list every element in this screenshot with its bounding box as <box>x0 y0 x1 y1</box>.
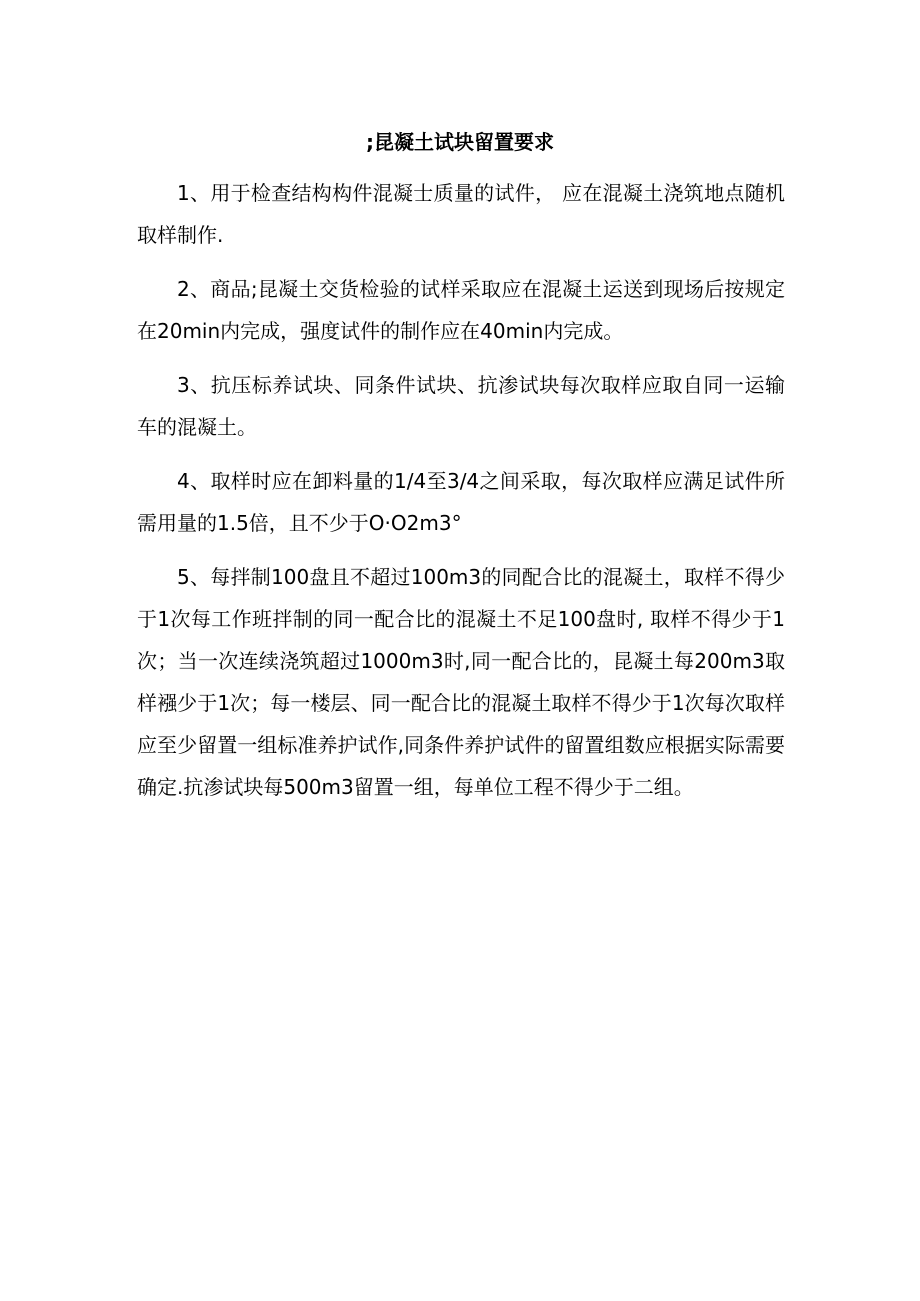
document-body <box>137 172 785 820</box>
document-title: ;昆凝土试块留置要求 <box>366 130 554 154</box>
paragraph-4: 4、取样时应在卸料量的1/4至3/4之间采取，每次取样应满足试件所需用量的1.5倍，且不少于O·O2m3° <box>137 469 785 535</box>
paragraph-1: 1、用于检查结构构件混凝士质量的试件， 应在混凝土浇筑地点随机取样制作. <box>137 181 785 247</box>
paragraph-2: 2、商品;昆凝土交货检验的试样采取应在混凝土运送到现场后按规定在20min内完成，强度试件的制作应在40min内完成。 <box>137 277 785 343</box>
paragraph-5: 5、每拌制100盘且不超过100m3的同配合比的混凝土，取样不得少于1次每工作班拌制的同一配合比的混凝土不足100盘时, 取样不得少于1次；当一次连续浇筑超过1000m3时,同一配合比的，昆凝土每200m3取样襁少于1次；每一楼层、同一配合比的混凝土取样不得少于1次每次取样应至少留置一组标准养护试作,同条件养护试件的留置组数应根据实际需要确定.抗渗试块每500m3留置一组，每单位工程不得少于二组。 <box>137 565 785 799</box>
paragraph-3: 3、抗压标养试块、同条件试块、抗渗试块每次取样应取自同一运输车的混凝土。 <box>137 373 785 439</box>
